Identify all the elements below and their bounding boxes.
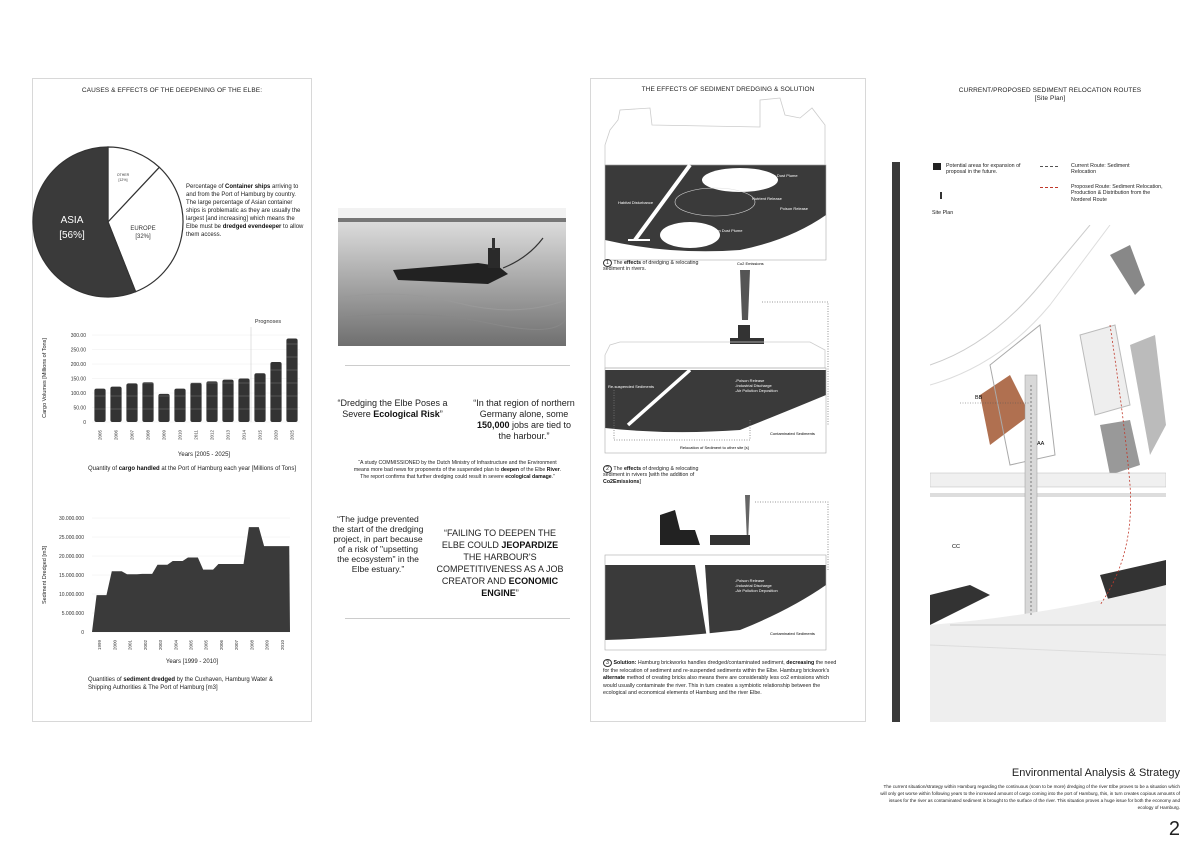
x-tick-label: 2001 (127, 640, 133, 651)
y-tick-label: 25.000.000 (58, 535, 84, 541)
pie-description: Percentage of Container ships arriving to and from the Port of Hamburg by country. The large percentage of Asian container ships is problematic as they are usually the largest [and increasing] which means the Elbe must be dredged evendeeper to allow them access. (186, 184, 304, 238)
x-axis-label: Years [1999 - 2010] (165, 659, 219, 665)
x-tick-label: 2008 (249, 640, 255, 651)
bar-2011 (190, 383, 201, 422)
caption-3-solution: 3 Solution: Hamburg brickworks handles dredged/contaminated sediment, decreasing the need for the relocation of sediment and re-suspended sediments within the Elbe. Hamburg brickwork's alternate method of creating bricks also means there are considerably less co2 emissions which would usually contaminate the river. This in turn creates a symbiotic relationship between the ecological and economical elements of Hamburg and the river Elbe. (603, 660, 837, 696)
y-tick-label: 30.000.000 (58, 516, 84, 522)
y-axis-label: Cargo Volumes [Millions of Tons] (42, 338, 48, 418)
x-tick-label: 2014 (241, 430, 247, 441)
quote-judge: “The judge prevented the start of the dredging project, in part because of a risk of "upsetting the ecosystem" in the Elbe estuary.” (332, 514, 424, 574)
dredger-ship-photo (338, 208, 566, 346)
y-tick-label: 200.00 (70, 362, 86, 368)
bar-2007 (126, 383, 137, 422)
label-pollution-list: -Poison Release -Industrial Discharge -Air Pollution Deposition (735, 378, 778, 393)
footer-text: The current situation/strategy within Hamburg regarding the continuous (soon to be more) dredging of the river Elbe proves to be a situation which will only get worse within following years to the increased amount of cargo coming into the port of Hamburg, this, in turn creates copious amounts of issues for the river as contaminated sediment is brought to the surface of the river. This situation proves a huge issue for both the economy and ecology of Hamburg. (880, 784, 1180, 810)
y-axis-label: Sediment Dredged [m3] (42, 545, 48, 605)
x-tick-label: 2015 (257, 430, 263, 441)
label-contaminated: Contaminated Sediments (770, 631, 815, 636)
legend-siteplan: Site Plan (932, 210, 954, 216)
y-tick-label: 250.00 (70, 347, 86, 354)
bar-2009 (158, 394, 169, 422)
caption-1: 1 The effects of dredging & relocating sediment in rivers. (603, 260, 699, 273)
x-tick-label: 2007 (234, 640, 240, 651)
y-tick-label: 0 (81, 630, 84, 636)
x-tick-label: 1999 (97, 640, 103, 651)
legend-proposed: Proposed Route: Sediment Relocation, Production & Distribution from the Norderel Route (1071, 184, 1163, 203)
x-tick-label: 2004 (173, 640, 179, 651)
current-route-line (1040, 166, 1058, 167)
x-tick-label: 2010 (279, 640, 285, 651)
x-tick-label: 2010 (177, 430, 183, 441)
x-tick-label: 2006 (113, 430, 119, 441)
label-resuspended: Re-suspended Sediments (608, 384, 655, 389)
x-tick-label: 2005 (203, 640, 209, 651)
site-plan-map (930, 225, 1166, 722)
pie-value-other: [12%] (118, 178, 128, 182)
label-cc: CC (952, 544, 960, 550)
legend-potential-swatch (933, 163, 941, 170)
panel4-subtitle: [Site Plan] (1034, 95, 1066, 102)
bar-caption: Quantity of cargo handled at the Port of Hamburg each year [Millions of Tons] (88, 466, 296, 472)
label-habitat: Habitat Disturbance (618, 200, 654, 205)
panel1-title: CAUSES & EFFECTS OF THE DEEPENING OF THE ELBE: (81, 87, 263, 94)
x-tick-label: 2011 (193, 430, 199, 440)
quote-dutch-study: “A study COMMISSIONED by the Dutch Ministry of Infrastructure and the Environment means more bad news for proponents of the suspended plan to deepen of the Elbe River. The report confirms that further dredging could result in severe ecological damage.” (353, 460, 562, 480)
bar-2015 (254, 373, 265, 422)
label-surface: Surface Dust Plume (762, 173, 798, 178)
scale-bar-icon (940, 192, 942, 199)
panel3-title: THE EFFECTS OF SEDIMENT DREDGING & SOLUTION (641, 86, 815, 93)
label-nutrient: Nutrient Release (752, 196, 782, 201)
x-tick-label: 2009 (264, 640, 270, 651)
diagram-2 (605, 342, 826, 453)
quote-ecological-risk: “Dredging the Elbe Poses a Severe Ecological Risk” (337, 398, 448, 419)
vertical-bar (892, 162, 900, 722)
bar-2020 (270, 362, 281, 422)
divider (345, 618, 570, 619)
x-tick-label: 2006 (218, 640, 224, 651)
caption-2: 2 The effects of dredging & relocating sediment in rvivers [with the addition of Co2Emissions] (603, 466, 699, 485)
label-bb: BB (975, 395, 983, 401)
legend-current: Current Route: Sediment Relocation (1071, 163, 1130, 176)
pie-label-asia: ASIA (60, 215, 84, 226)
x-axis-label: Years [2005 - 2025] (177, 452, 231, 458)
divider (345, 365, 570, 366)
bar-2010 (174, 389, 185, 422)
x-tick-label: 2013 (225, 430, 231, 441)
label-contaminated: Contaminated Sediments (770, 431, 815, 436)
y-tick-label: 50.00 (73, 405, 86, 412)
pie-label-other: OTHER (116, 173, 130, 177)
page-number: 2 (1168, 818, 1180, 840)
bar-2012 (206, 381, 217, 422)
x-tick-label: 2008 (145, 430, 151, 441)
y-tick-label: 20.000.000 (58, 554, 84, 560)
x-tick-label: 2009 (161, 430, 167, 441)
diagram-3 (605, 555, 826, 650)
x-tick-label: 2000 (112, 640, 118, 651)
bar-2008 (142, 382, 153, 422)
bar-2005 (94, 389, 105, 422)
y-tick-label: 5.000.000 (61, 611, 84, 617)
x-tick-label: 2012 (209, 430, 215, 441)
area-caption: Quantities of sediment dredged by the Cuxhaven, Hamburg Water & Shipping Authorities & The Port of Hamburg [m3] (88, 677, 273, 691)
x-tick-label: 2002 (142, 640, 148, 651)
label-aa: AA (1037, 441, 1045, 447)
y-tick-label: 0 (83, 420, 86, 426)
bar-2025 (286, 338, 297, 422)
pie-label-europe: EUROPE (130, 226, 156, 232)
sediment-area-chart (32, 508, 312, 668)
pie-chart (30, 145, 190, 305)
pie-value-europe: [32%] (135, 234, 151, 240)
proposed-route-line (1040, 187, 1058, 188)
label-pollution-list: -Poison Release -Industrial Discharge -Air Pollution Deposition (735, 578, 778, 593)
pie-value-asia: [56%] (59, 230, 85, 241)
cargo-bar-chart (32, 312, 312, 462)
bar-2013 (222, 380, 233, 422)
dredging-diagrams (590, 90, 866, 660)
y-tick-label: 100.00 (70, 391, 86, 397)
y-tick-label: 15.000.000 (58, 573, 84, 579)
y-tick-label: 150.00 (70, 376, 86, 383)
area-series (92, 527, 290, 632)
x-tick-label: 2005 (97, 430, 103, 441)
label-bottom: Bottom Dust Plume (708, 228, 743, 233)
label-relocation: Relocation of Sediment to other site [s] (680, 445, 749, 450)
quote-jobs: “In that region of northern Germany alone, some 150,000 jobs are tied to the harbour.” (473, 398, 575, 441)
quote-failing: “FAILING TO DEEPEN THE ELBE COULD JEOPARDIZE THE HARBOUR'S COMPETITIVENESS AS A JOB CREATOR AND ECONOMIC ENGINE” (436, 528, 564, 598)
x-tick-label: 2007 (129, 430, 135, 441)
x-tick-label: 2003 (158, 640, 164, 651)
x-tick-label: 2025 (289, 430, 295, 441)
prognoses-label: Prognoses (254, 319, 282, 325)
y-tick-label: 10.000.000 (58, 592, 84, 598)
label-poison: Poison Release (780, 206, 809, 211)
label-co2: Co2 Emissions (737, 261, 764, 266)
footer-title: Environmental Analysis & Strategy (1011, 767, 1180, 779)
x-tick-label: 2005 (188, 640, 194, 651)
legend-potential: Potential areas for expansion of proposal in the future. (946, 163, 1021, 176)
diagram-1 (605, 98, 826, 260)
y-tick-label: 300.00 (70, 333, 86, 339)
bar-2014 (238, 379, 249, 423)
panel4-title: CURRENT/PROPOSED SEDIMENT RELOCATION ROUTES (958, 87, 1142, 94)
bar-2006 (110, 387, 121, 422)
x-tick-label: 2020 (273, 430, 279, 441)
